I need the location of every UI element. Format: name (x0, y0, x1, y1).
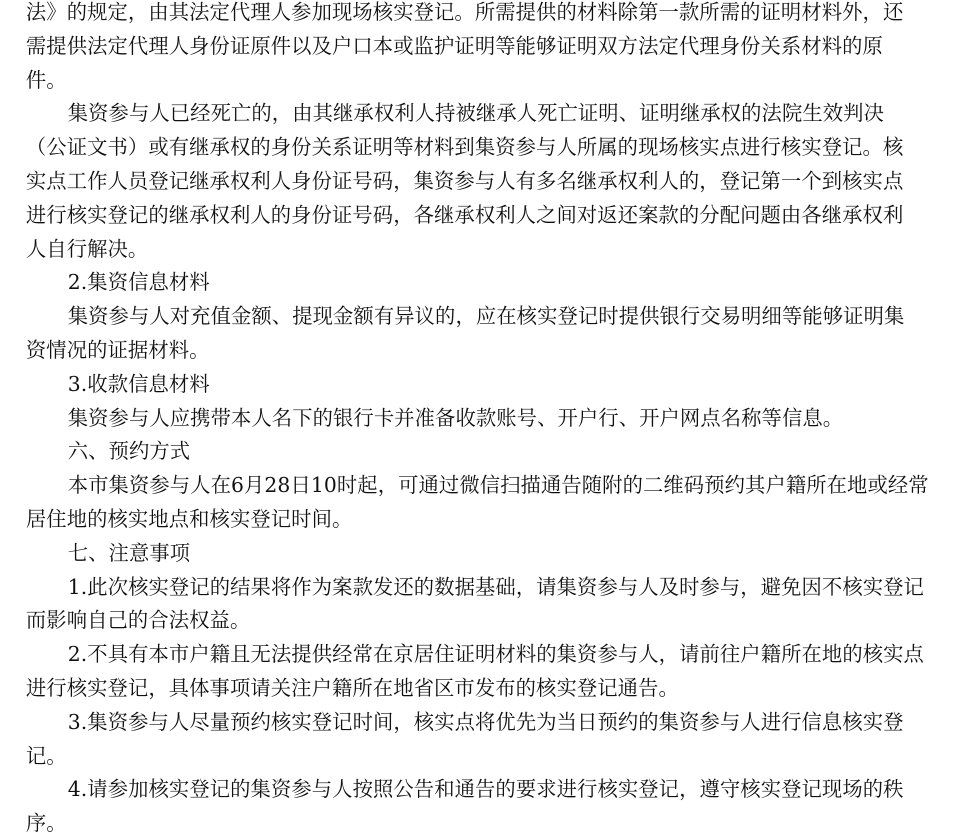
text-line: 1.此次核实登记的结果将作为案款发还的数据基础，请集资参与人及时参与，避免因不核实登记 (67, 574, 924, 599)
paragraph (0, 97, 966, 266)
text-line: 进行核实登记，具体事项请关注户籍所在地省区市发布的核实登记通告。 (25, 675, 679, 700)
paragraph (0, 773, 966, 834)
text-line: 序。 (25, 811, 67, 834)
text-line: 六、预约方式 (67, 439, 191, 464)
text-line: 4.请参加核实登记的集资参与人按照公告和通告的要求进行核实登记，遵守核实登记现场的秩 (67, 777, 904, 802)
text-line: 集资参与人应携带本人名下的银行卡并准备收款账号、开户行、开户网点名称等信息。 (67, 405, 844, 430)
text-line: 3.集资参与人尽量预约核实登记时间，核实点将优先为当日预约的集资参与人进行信息核实登 (67, 709, 904, 734)
text-line: 2.集资信息材料 (67, 270, 210, 295)
text-line: 记。 (25, 743, 67, 768)
paragraph (0, 300, 966, 368)
paragraph (0, 435, 966, 469)
text-line: 件。 (25, 67, 67, 92)
text-line: 而影响自己的合法权益。 (25, 608, 251, 633)
paragraph (0, 266, 966, 300)
paragraph (0, 706, 966, 774)
paragraph (0, 0, 966, 97)
text-line: （公证文书）或有继承权的身份关系证明等材料到集资参与人所属的现场核实点进行核实登记。核 (25, 135, 904, 160)
paragraph (0, 469, 966, 537)
paragraph (0, 571, 966, 639)
text-line: 本市集资参与人在6月28日10时起，可通过微信扫描通告随附的二维码预约其户籍所在地或经常 (67, 473, 929, 498)
text-line: 集资参与人对充值金额、提现金额有异议的，应在核实登记时提供银行交易明细等能够证明集 (67, 304, 905, 329)
text-line: 进行核实登记的继承权利人的身份证号码，各继承权利人之间对返还案款的分配问题由各继承权利 (25, 202, 904, 227)
text-line: 需提供法定代理人身份证原件以及户口本或监护证明等能够证明双方法定代理身份关系材料的原 (25, 33, 883, 58)
paragraph (0, 638, 966, 706)
text-line: 3.收款信息材料 (67, 371, 210, 396)
paragraph (0, 537, 966, 571)
text-line: 资情况的证据材料。 (25, 337, 210, 362)
text-line: 人自行解决。 (25, 236, 149, 261)
text-line: 法》的规定，由其法定代理人参加现场核实登记。所需提供的材料除第一款所需的证明材料外，还 (25, 0, 904, 24)
text-line: 2.不具有本市户籍且无法提供经常在京居住证明材料的集资参与人，请前往户籍所在地的核实点 (67, 642, 924, 667)
paragraph (0, 368, 966, 402)
paragraph (0, 402, 966, 436)
text-line: 居住地的核实地点和核实登记时间。 (25, 506, 353, 531)
text-line: 集资参与人已经死亡的，由其继承权利人持被继承人死亡证明、证明继承权的法院生效判决 (67, 101, 884, 126)
text-line: 七、注意事项 (67, 540, 191, 565)
text-line: 实点工作人员登记继承权利人身份证号码，集资参与人有多名继承权利人的，登记第一个到核实点 (25, 168, 904, 193)
